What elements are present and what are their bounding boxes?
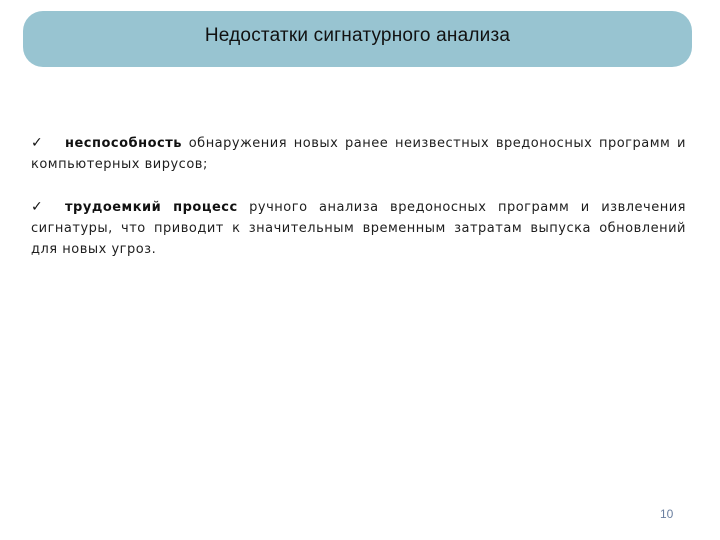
- bullet-bold-text: трудоемкий процесс: [65, 200, 238, 215]
- page-number: 10: [660, 507, 674, 521]
- check-icon: ✓: [31, 199, 44, 215]
- bullet-bold-text: неспособность: [65, 136, 183, 151]
- bullet-text: ручного анализа вредоносных программ и извлечения сигнатуры, что приводит к значительным временным затратам выпуска обновлений для новых угроз.: [31, 200, 686, 257]
- slide-title: Недостатки сигнатурного анализа: [204, 25, 511, 46]
- check-icon: ✓: [31, 135, 44, 151]
- bullet-item: [31, 133, 686, 175]
- bullet-item: [31, 197, 686, 260]
- bullet-list: [31, 133, 686, 282]
- bullet-text: обнаружения новых ранее неизвестных вредоносных программ и компьютерных вирусов;: [31, 136, 686, 172]
- title-bar: [23, 11, 692, 67]
